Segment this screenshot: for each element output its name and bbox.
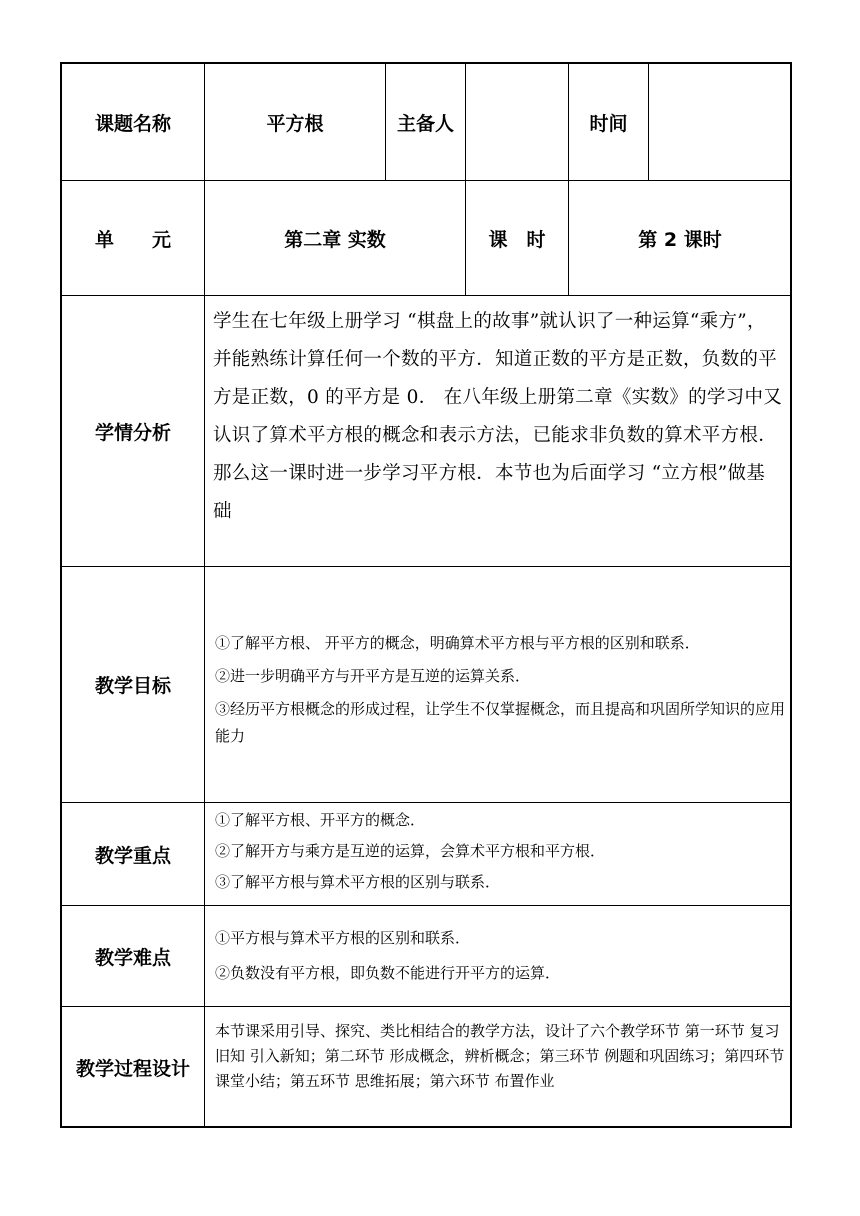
goals-list (215, 630, 785, 750)
key-point-item: ①了解平方根、开平方的概念． (215, 811, 426, 829)
goal-item: ①了解平方根、 开平方的概念，明确算术平方根与平方根的区别和联系． (215, 634, 700, 652)
goal-item: ②进一步明确平方与开平方是互逆的运算关系． (215, 667, 531, 685)
difficulty-item: ②负数没有平方根，即负数不能进行开平方的运算． (215, 964, 561, 982)
analysis-label: 学情分析 (94, 421, 171, 444)
analysis-paragraph: 学生在七年级上册学习 “棋盘上的故事”就认识了一种运算“乘方”，并能熟练计算任何一个数的平方．知道正数的平方是正数，负数的平方是正数，0 的平方是 0． 在八年级上册第二章《实数》的学习中又认识了算术平方根的概念和表示方法，已能求非负数的算术平方根．那么这一课时进一步学习平方根．本节也为后面学习 “立方根”做基础 (213, 311, 783, 522)
preparer-value (466, 64, 568, 180)
key-point-item: ③了解平方根与算术平方根的区别与联系． (215, 873, 501, 891)
goal-item: ③经历平方根概念的形成过程，让学生不仅掌握概念，而且提高和巩固所学知识的应用能力 (215, 700, 786, 745)
key-point-item: ②了解开方与乘方是互逆的运算，会算术平方根和平方根． (215, 842, 606, 860)
topic-value: 平方根 (266, 112, 324, 135)
key-points-list (215, 805, 785, 898)
key-points-label: 教学重点 (94, 844, 171, 867)
difficulty-item: ①平方根与算术平方根的区别和联系． (215, 929, 471, 947)
period-value: 第 2 课时 (638, 228, 722, 251)
unit-value: 第二章 实数 (284, 228, 386, 251)
process-paragraph: 本节课采用引导、探究、类比相结合的教学方法，设计了六个教学环节 第一环节 复习旧知 引入新知；第二环节 形成概念，辨析概念；第三环节 例题和巩固练习；第四环节 课堂小结；第五环节 思维拓展；第六环节 布置作业 (215, 1022, 785, 1090)
goals-label: 教学目标 (94, 675, 171, 697)
preparer-label: 主备人 (396, 112, 454, 135)
time-value (649, 64, 791, 180)
difficulties-list (215, 923, 785, 989)
period-label: 课 时 (488, 228, 546, 251)
unit-label: 单 元 (94, 228, 171, 251)
process-label: 教学过程设计 (75, 1057, 190, 1080)
difficulties-label: 教学难点 (94, 946, 171, 969)
analysis-text (213, 303, 783, 531)
time-label: 时间 (589, 112, 628, 135)
process-text (215, 1019, 785, 1094)
topic-label: 课题名称 (94, 112, 171, 135)
